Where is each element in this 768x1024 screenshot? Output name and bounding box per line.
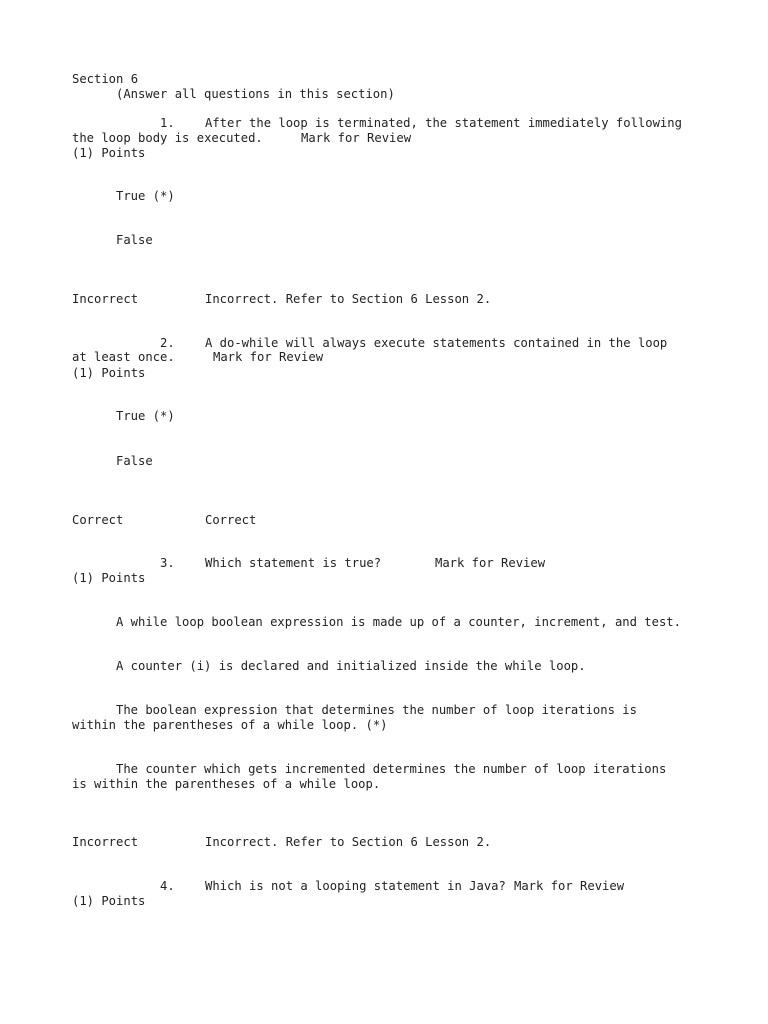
answer-option[interactable]: True (*): [116, 189, 175, 203]
points-label: (1) Points: [72, 146, 146, 160]
mark-for-review-link[interactable]: Mark for Review: [435, 556, 546, 570]
question-number: 2.: [160, 336, 175, 350]
result-label: Correct: [72, 513, 124, 527]
answer-option[interactable]: False: [116, 454, 153, 468]
section-instructions: (Answer all questions in this section): [116, 87, 395, 101]
question-text-cont: the loop body is executed.: [72, 131, 263, 145]
result-label: Incorrect: [72, 292, 139, 306]
question-text: Which is not a looping statement in Java?: [205, 879, 506, 893]
question-number: 3.: [160, 556, 175, 570]
answer-option[interactable]: A while loop boolean expression is made up of a counter, increment, and test.: [116, 615, 681, 629]
result-label: Incorrect: [72, 835, 139, 849]
points-label: (1) Points: [72, 894, 146, 908]
feedback-text: Incorrect. Refer to Section 6 Lesson 2.: [205, 292, 492, 306]
question-text: A do-while will always execute statements contained in the loop: [205, 336, 668, 350]
mark-for-review-link[interactable]: Mark for Review: [213, 350, 324, 364]
question-text-cont: at least once.: [72, 350, 175, 364]
mark-for-review-link[interactable]: Mark for Review: [514, 879, 625, 893]
points-label: (1) Points: [72, 366, 146, 380]
question-number: 1.: [160, 116, 175, 130]
question-number: 4.: [160, 879, 175, 893]
feedback-text: Correct: [205, 513, 257, 527]
mark-for-review-link[interactable]: Mark for Review: [301, 131, 412, 145]
answer-option-cont[interactable]: within the parentheses of a while loop. (*): [72, 718, 388, 732]
section-title: Section 6: [72, 72, 139, 86]
answer-option[interactable]: The boolean expression that determines the number of loop iterations is: [116, 703, 637, 717]
question-text: After the loop is terminated, the statement immediately following: [205, 116, 682, 130]
answer-option-cont[interactable]: is within the parentheses of a while loop.: [72, 777, 381, 791]
answer-option[interactable]: True (*): [116, 409, 175, 423]
points-label: (1) Points: [72, 571, 146, 585]
question-text: Which statement is true?: [205, 556, 382, 570]
answer-option[interactable]: False: [116, 233, 153, 247]
answer-option[interactable]: A counter (i) is declared and initialized inside the while loop.: [116, 659, 586, 673]
feedback-text: Incorrect. Refer to Section 6 Lesson 2.: [205, 835, 492, 849]
answer-option[interactable]: The counter which gets incremented determines the number of loop iterations: [116, 762, 667, 776]
